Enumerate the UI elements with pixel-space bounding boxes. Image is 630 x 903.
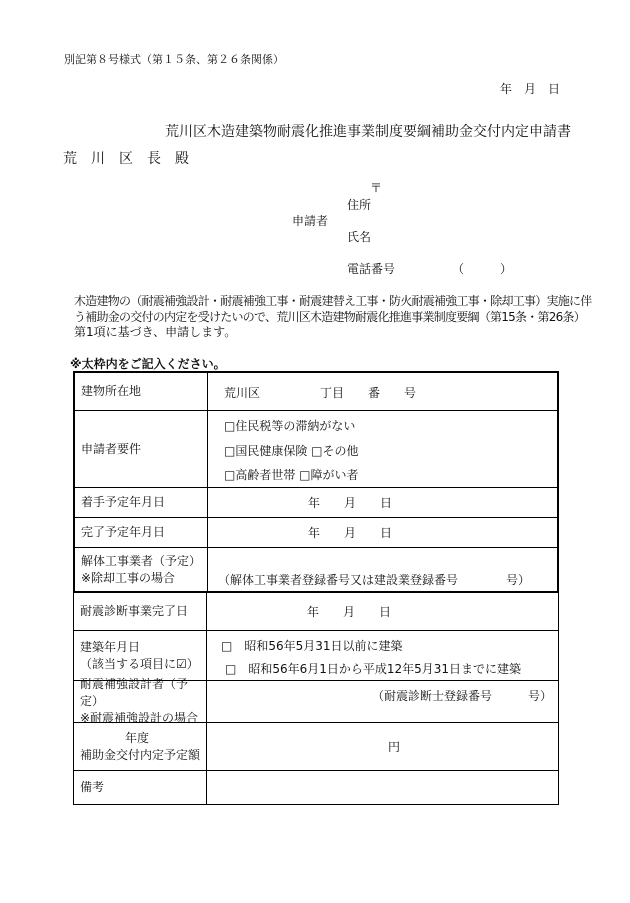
start-date-field[interactable] [208, 488, 557, 517]
name-label: 氏名 [347, 230, 372, 244]
postal-mark: 〒 [370, 181, 383, 195]
built-date-label-main: 建築年月日 [80, 639, 141, 654]
requirements-field[interactable] [208, 411, 557, 487]
demolition-row [75, 547, 557, 591]
requirement-option-1[interactable]: □住民税等の滞納がない [224, 419, 356, 433]
diagnosis-field[interactable] [207, 593, 558, 630]
built-option-2[interactable]: □ 昭和56年6月1日から平成12年5月31日までに建築 [225, 662, 522, 676]
designer-label-main: 耐震補強設計者（予定） [80, 677, 189, 708]
amount-label [74, 723, 207, 770]
start-date-label: 着手予定年月日 [75, 488, 208, 517]
demolition-label [75, 548, 208, 591]
demolition-label-note: ※除却工事の場合 [81, 570, 176, 585]
demolition-label-main: 解体工事業者（予定） [81, 553, 202, 568]
required-fields-table [73, 371, 559, 593]
body-line-2: う補助金の交付の内定を受けたいので、荒川区木造建物耐震化推進事業制度要綱（第15条・第26条） [74, 310, 586, 324]
built-date-field[interactable] [207, 631, 558, 680]
fill-note: ※太枠内をご記入ください。 [70, 357, 226, 371]
form-number: 別記第８号様式（第１５条、第２６条関係） [64, 53, 284, 66]
built-date-label [74, 631, 207, 680]
document-title: 荒川区木造建築物耐震化推進事業制度要綱補助金交付内定申請書 [165, 124, 571, 140]
demolition-value: （解体工事業者登録番号又は建設業登録番号 号） [218, 573, 531, 587]
amount-unit: 円 [388, 740, 401, 754]
designer-label-note: ※耐震補強設計の場合 [80, 711, 199, 725]
built-date-label-note: （該当する項目に☑） [80, 656, 199, 671]
end-date-field[interactable] [208, 518, 557, 547]
phone-paren: （ ） [452, 262, 513, 276]
diagnosis-label: 耐震診断事業完了日 [74, 593, 207, 630]
date-line: 年 月 日 [500, 82, 561, 96]
requirement-option-2[interactable]: □国民健康保険 □その他 [224, 444, 359, 458]
location-row [75, 373, 557, 410]
location-value: 荒川区 丁目 番 号 [224, 386, 417, 400]
designer-field[interactable] [207, 681, 558, 722]
end-date-row [75, 517, 557, 547]
amount-label-main: 補助金交付内定予定額 [80, 747, 201, 762]
additional-fields-table [73, 592, 559, 805]
amount-label-year: 年度 [125, 730, 150, 745]
body-line-1: 木造建物の（耐震補強設計・耐震補強工事・耐震建替え工事・防火耐震補強工事・除却工事）実施に伴 [74, 294, 592, 308]
start-date-value: 年 月 日 [308, 496, 393, 510]
applicant-label: 申請者 [292, 214, 329, 228]
end-date-label: 完了予定年月日 [75, 518, 208, 547]
addressee: 荒 川 区 長 殿 [63, 151, 189, 167]
address-label: 住所 [347, 198, 372, 212]
start-date-row [75, 487, 557, 517]
designer-value: （耐震診断士登録番号 号） [371, 689, 552, 703]
built-date-row [74, 630, 558, 680]
body-line-3: 第1項に基づき、申請します。 [74, 325, 237, 339]
designer-row [74, 677, 558, 725]
remarks-row [74, 770, 558, 804]
diagnosis-row [74, 593, 558, 630]
amount-field[interactable] [207, 723, 558, 770]
remarks-label: 備考 [74, 771, 207, 804]
location-field[interactable] [208, 373, 557, 410]
requirement-option-3[interactable]: □高齢者世帯 □障がい者 [224, 468, 359, 482]
phone-label: 電話番号 [347, 262, 396, 276]
amount-row [74, 722, 558, 770]
requirements-row [75, 410, 557, 487]
end-date-value: 年 月 日 [308, 526, 393, 540]
diagnosis-value: 年 月 日 [307, 605, 392, 619]
location-label: 建物所在地 [75, 373, 208, 410]
built-option-1[interactable]: □ 昭和56年5月31日以前に建築 [221, 639, 403, 653]
demolition-field[interactable] [208, 548, 557, 591]
requirements-label: 申請者要件 [75, 411, 208, 487]
designer-label [74, 677, 207, 725]
remarks-field[interactable] [207, 771, 558, 804]
